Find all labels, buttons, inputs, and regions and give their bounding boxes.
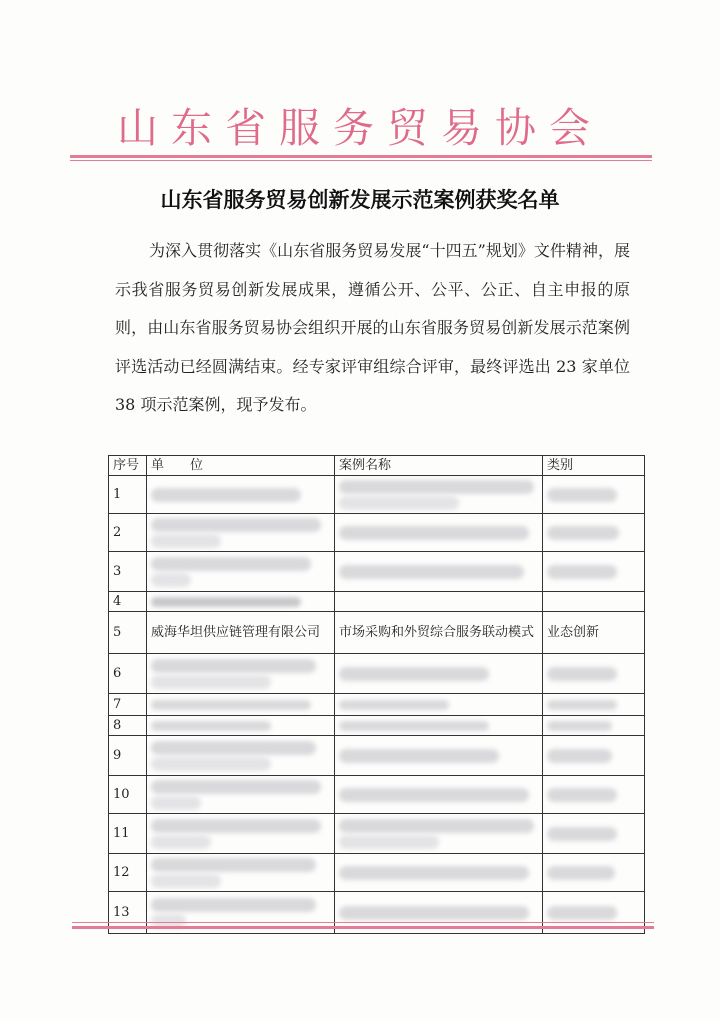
row-case: 市场采购和外贸综合服务联动模式 bbox=[335, 612, 543, 654]
row-no: 3 bbox=[109, 552, 147, 592]
row-category bbox=[543, 854, 645, 892]
redacted-text bbox=[151, 874, 221, 888]
row-case bbox=[335, 736, 543, 776]
row-case bbox=[335, 694, 543, 716]
redacted-text bbox=[547, 866, 615, 880]
row-category bbox=[543, 654, 645, 694]
table-row bbox=[109, 476, 645, 514]
table-row bbox=[109, 514, 645, 552]
letterhead-rule-thin bbox=[70, 160, 652, 161]
redacted-text bbox=[151, 534, 221, 548]
table-row bbox=[109, 694, 645, 716]
table-row bbox=[109, 716, 645, 736]
row-case bbox=[335, 514, 543, 552]
redacted-text bbox=[151, 741, 316, 755]
table-row bbox=[109, 776, 645, 814]
row-unit bbox=[147, 716, 335, 736]
redacted-text bbox=[151, 488, 301, 502]
header-no: 序号 bbox=[109, 456, 147, 476]
header-unit: 单 位 bbox=[147, 456, 335, 476]
redacted-text bbox=[339, 700, 449, 710]
redacted-text bbox=[339, 721, 489, 731]
row-no: 9 bbox=[109, 736, 147, 776]
redacted-text bbox=[339, 496, 459, 510]
row-case bbox=[335, 552, 543, 592]
table-row bbox=[109, 854, 645, 892]
redacted-text bbox=[547, 788, 617, 802]
row-no: 13 bbox=[109, 892, 147, 934]
redacted-text bbox=[339, 906, 529, 920]
table-row bbox=[109, 592, 645, 612]
award-list-table bbox=[108, 455, 645, 934]
row-no: 1 bbox=[109, 476, 147, 514]
redacted-text bbox=[547, 667, 617, 681]
redacted-text bbox=[339, 667, 489, 681]
redacted-text bbox=[151, 835, 211, 849]
redacted-text bbox=[547, 488, 617, 502]
row-no: 10 bbox=[109, 776, 147, 814]
redacted-text bbox=[339, 565, 524, 579]
redacted-text bbox=[151, 557, 311, 571]
row-case bbox=[335, 776, 543, 814]
row-unit bbox=[147, 654, 335, 694]
row-unit bbox=[147, 476, 335, 514]
redacted-text bbox=[151, 898, 316, 912]
footer-rule-thick bbox=[72, 926, 654, 929]
row-case bbox=[335, 476, 543, 514]
redacted-text bbox=[151, 573, 191, 587]
row-unit bbox=[147, 694, 335, 716]
row-unit bbox=[147, 776, 335, 814]
row-category bbox=[543, 552, 645, 592]
redacted-text bbox=[339, 866, 529, 880]
redacted-text bbox=[339, 835, 439, 849]
redacted-text bbox=[151, 780, 321, 794]
row-no: 7 bbox=[109, 694, 147, 716]
redacted-text bbox=[339, 819, 534, 833]
redacted-text bbox=[547, 906, 617, 920]
redacted-text bbox=[151, 597, 301, 607]
row-no: 12 bbox=[109, 854, 147, 892]
table-row bbox=[109, 552, 645, 592]
row-unit bbox=[147, 592, 335, 612]
redacted-text bbox=[339, 749, 499, 763]
document-title: 山东省服务贸易创新发展示范案例获奖名单 bbox=[160, 188, 560, 212]
redacted-text bbox=[151, 518, 321, 532]
redacted-text bbox=[547, 827, 617, 841]
redacted-text bbox=[151, 700, 311, 710]
redacted-text bbox=[339, 526, 529, 540]
row-no: 8 bbox=[109, 716, 147, 736]
table-row bbox=[109, 736, 645, 776]
redacted-text bbox=[151, 858, 316, 872]
row-unit bbox=[147, 514, 335, 552]
redacted-text bbox=[151, 659, 316, 673]
redacted-text bbox=[547, 526, 619, 540]
row-case bbox=[335, 592, 543, 612]
redacted-text bbox=[151, 675, 271, 689]
table-row bbox=[109, 612, 645, 654]
row-category bbox=[543, 694, 645, 716]
row-category bbox=[543, 814, 645, 854]
row-category bbox=[543, 514, 645, 552]
table-header-row bbox=[109, 456, 645, 476]
table-row bbox=[109, 814, 645, 854]
letterhead-org-name: 山东省服务贸易协会 bbox=[117, 104, 603, 152]
intro-paragraph-text: 为深入贯彻落实《山东省服务贸易发展“十四五”规划》文件精神，展示我省服务贸易创新发展成果，遵循公开、公平、公正、自主申报的原则，由山东省服务贸易协会组织开展的山东省服务贸易创新发展示范案例评选活动已经圆满结束。经专家评审组综合评审，最终评选出 23 家单位 38 项示范案例，现予发布。 bbox=[115, 241, 630, 414]
redacted-text bbox=[339, 480, 534, 494]
row-no: 6 bbox=[109, 654, 147, 694]
row-case bbox=[335, 854, 543, 892]
table-row bbox=[109, 654, 645, 694]
redacted-text bbox=[547, 700, 617, 710]
row-category bbox=[543, 776, 645, 814]
intro-paragraph bbox=[115, 232, 630, 425]
row-unit: 威海华坦供应链管理有限公司 bbox=[147, 612, 335, 654]
letterhead-rule-thick bbox=[70, 155, 652, 158]
row-category bbox=[543, 592, 645, 612]
row-case bbox=[335, 654, 543, 694]
redacted-text bbox=[547, 565, 617, 579]
row-category bbox=[543, 736, 645, 776]
header-category: 类别 bbox=[543, 456, 645, 476]
redacted-text bbox=[547, 749, 612, 763]
row-case bbox=[335, 814, 543, 854]
row-unit bbox=[147, 854, 335, 892]
row-case bbox=[335, 716, 543, 736]
row-no: 4 bbox=[109, 592, 147, 612]
redacted-text bbox=[339, 788, 529, 802]
redacted-text bbox=[151, 721, 271, 731]
row-unit bbox=[147, 814, 335, 854]
redacted-text bbox=[547, 721, 612, 731]
redacted-text bbox=[151, 757, 271, 771]
redacted-text bbox=[151, 796, 201, 810]
footer-rule-thin bbox=[72, 922, 654, 923]
row-category bbox=[543, 716, 645, 736]
row-category: 业态创新 bbox=[543, 612, 645, 654]
row-category bbox=[543, 476, 645, 514]
row-no: 5 bbox=[109, 612, 147, 654]
row-unit bbox=[147, 552, 335, 592]
header-case: 案例名称 bbox=[335, 456, 543, 476]
redacted-text bbox=[151, 819, 321, 833]
row-no: 2 bbox=[109, 514, 147, 552]
row-unit bbox=[147, 736, 335, 776]
row-no: 11 bbox=[109, 814, 147, 854]
